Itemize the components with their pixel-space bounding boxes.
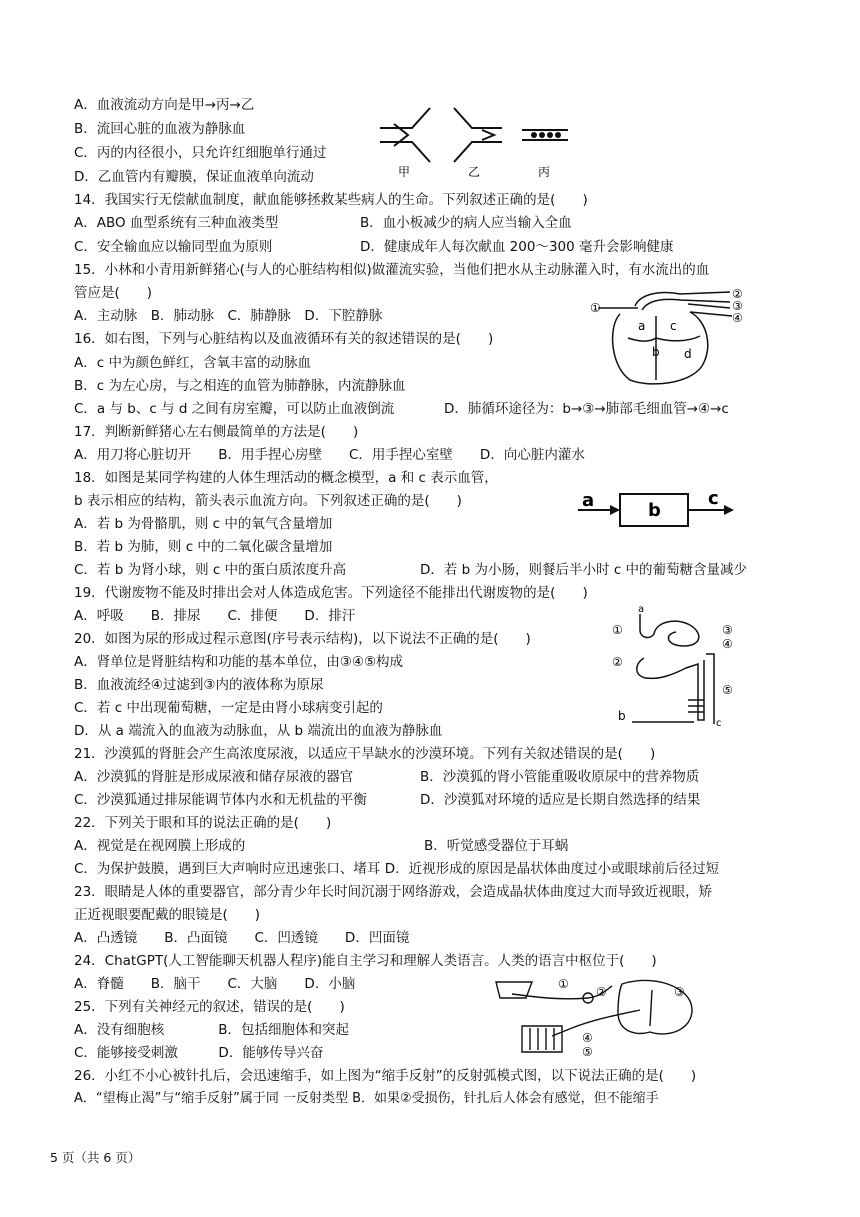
q24-stem: 24．ChatGPT(人工智能聊天机器人程序)能自主学习和理解人类语言。人类的语言中枢位于( ) <box>74 953 657 969</box>
q13-option-d: D．乙血管内有瓣膜，保证血液单向流动 <box>74 169 314 185</box>
q16-option-d: D．肺循环途径为：b→③→肺部毛细血管→④→c <box>444 401 729 417</box>
heart-label-3: ③ <box>732 299 743 313</box>
nephron-label-4: ④ <box>722 637 733 651</box>
q21-option-d: D．沙漠狐对环境的适应是长期自然选择的结果 <box>420 792 701 808</box>
q17-stem: 17．判断新鲜猪心左右侧最简单的方法是( ) <box>74 424 359 440</box>
q22-options-cd: C．为保护鼓膜，遇到巨大声响时应迅速张口、堵耳 D．近视形成的原因是晶状体曲度过小或眼球前后径过短 <box>74 861 720 877</box>
nephron-label-a: a <box>638 604 645 615</box>
q14-stem: 14．我国实行无偿献血制度，献血能够拯救某些病人的生命。下列叙述正确的是( ) <box>74 192 588 208</box>
reflex-label-1: ① <box>558 977 569 991</box>
q18-option-a: A．若 b 为骨骼肌，则 c 中的氧气含量增加 <box>74 516 333 532</box>
q18-option-c: C．若 b 为肾小球，则 c 中的蛋白质浓度升高 <box>74 562 347 578</box>
q25-stem: 25．下列有关神经元的叙述，错误的是( ) <box>74 999 345 1015</box>
nephron-label-c: c <box>716 718 722 728</box>
q22-option-b: B．听觉感受器位于耳蜗 <box>424 838 569 854</box>
q14-option-d: D．健康成年人每次献血 200～300 毫升会影响健康 <box>360 239 674 255</box>
q15-options: A．主动脉 B．肺动脉 C．肺静脉 D．下腔静脉 <box>74 308 383 324</box>
nephron-label-5: ⑤ <box>722 683 733 697</box>
q15-stem: 15．小林和小青用新鲜猪心(与人的心脏结构相似)做灌流实验，当他们把水从主动脉灌入时，有水流出的血 <box>74 262 710 278</box>
q25-options-ab: A．没有细胞核 B．包括细胞体和突起 <box>74 1022 349 1038</box>
q14-option-a: A．ABO 血型系统有三种血液类型 <box>74 215 279 231</box>
heart-label-1: ① <box>590 301 601 315</box>
q21-option-b: B．沙漠狐的肾小管能重吸收原尿中的营养物质 <box>420 769 700 785</box>
q20-option-d: D．从 a 端流入的血液为动脉血，从 b 端流出的血液为静脉血 <box>74 723 443 739</box>
q22-option-a: A．视觉是在视网膜上形成的 <box>74 838 246 854</box>
q20-option-c: C．若 c 中出现葡萄糖，一定是由肾小球病变引起的 <box>74 700 383 716</box>
nephron-label-b: b <box>618 709 626 723</box>
q20-option-a: A．肾单位是肾脏结构和功能的基本单位，由③④⑤构成 <box>74 654 404 670</box>
q13-option-c: C．丙的内径很小，只允许红细胞单行通过 <box>74 145 327 161</box>
label-bing: 丙 <box>538 165 551 179</box>
q18-stem-cont: b 表示相应的结构，箭头表示血流方向。下列叙述正确的是( ) <box>74 493 462 509</box>
nephron-figure <box>604 604 754 728</box>
q20-option-b: B．血液流经④过滤到③内的液体称为原尿 <box>74 677 324 693</box>
q26-stem: 26．小红不小心被针扎后，会迅速缩手，如上图为“缩手反射”的反射弧模式图，以下说法正确的是( ) <box>74 1068 697 1084</box>
q26-options-ab: A．“望梅止渴”与“缩手反射”属于同 一反射类型 B．如果②受损伤，针扎后人体会有感觉，但不能缩手 <box>74 1091 659 1106</box>
q20-stem: 20．如图为尿的形成过程示意图(序号表示结构)，以下说法不正确的是( ) <box>74 631 531 647</box>
reflex-label-5: ⑤ <box>582 1045 593 1059</box>
q17-options: A．用刀将心脏切开 B．用手捏心房壁 C．用手捏心室壁 D．向心脏内灌水 <box>74 447 585 463</box>
heart-label-d: d <box>684 347 692 361</box>
heart-label-4: ④ <box>732 311 743 325</box>
q18-option-d: D．若 b 为小肠，则餐后半小时 c 中的葡萄糖含量减少 <box>420 562 748 578</box>
q19-options: A．呼吸 B．排尿 C．排便 D．排汗 <box>74 608 356 624</box>
model-label-a: a <box>582 490 595 511</box>
concept-model-figure <box>574 484 770 532</box>
heart-label-2: ② <box>732 287 743 301</box>
nephron-label-2: ② <box>612 655 623 669</box>
blood-vessel-figure <box>372 100 582 180</box>
q22-stem: 22．下列关于眼和耳的说法正确的是( ) <box>74 815 332 831</box>
q16-option-c: C．a 与 b、c 与 d 之间有房室瓣，可以防止血液倒流 <box>74 401 395 417</box>
heart-label-b: b <box>652 345 660 359</box>
q14-option-c: C．安全输血应以输同型血为原则 <box>74 239 273 255</box>
q24-options: A．脊髓 B．脑干 C．大脑 D．小脑 <box>74 976 356 992</box>
nephron-label-1: ① <box>612 623 623 637</box>
q18-stem: 18．如图是某同学构建的人体生理活动的概念模型，a 和 c 表示血管， <box>74 470 498 486</box>
reflex-label-2: ② <box>596 985 607 999</box>
q23-stem: 23．眼睛是人体的重要器官，部分青少年长时间沉溺于网络游戏，会造成晶状体曲度过大而导致近视眼，矫 <box>74 884 713 900</box>
heart-label-a: a <box>638 319 646 333</box>
q13-option-b: B．流回心脏的血液为静脉血 <box>74 121 246 137</box>
nephron-label-3: ③ <box>722 623 733 637</box>
q14-option-b: B．血小板减少的病人应当输入全血 <box>360 215 572 231</box>
reflex-label-3: ③ <box>674 985 685 999</box>
heart-figure <box>580 286 760 392</box>
page-footer: 5 页（共 6 页） <box>50 1150 141 1165</box>
label-jia: 甲 <box>398 165 411 179</box>
q16-option-a: A．c 中为颜色鲜红，含氧丰富的动脉血 <box>74 355 311 371</box>
q16-stem: 16．如右图，下列与心脏结构以及血液循环有关的叙述错误的是( ) <box>74 331 494 347</box>
q21-option-a: A．沙漠狐的肾脏是形成尿液和储存尿液的器官 <box>74 769 354 785</box>
heart-label-c: c <box>670 319 677 333</box>
q23-stem-cont: 正近视眼要配戴的眼镜是( ) <box>74 907 261 923</box>
q15-stem-cont: 管应是( ) <box>74 285 153 301</box>
q25-options-cd: C．能够接受刺激 D．能够传导兴奋 <box>74 1045 324 1061</box>
reflex-label-4: ④ <box>582 1031 593 1045</box>
model-label-b: b <box>648 500 661 521</box>
q19-stem: 19．代谢废物不能及时排出会对人体造成危害。下列途径不能排出代谢废物的是( ) <box>74 585 588 601</box>
q21-stem: 21．沙漠狐的肾脏会产生高浓度尿液，以适应干旱缺水的沙漠环境。下列有关叙述错误的是( ) <box>74 746 656 762</box>
q13-option-a: A．血液流动方向是甲→丙→乙 <box>74 97 255 113</box>
q23-options: A．凸透镜 B．凸面镜 C．凹透镜 D．凹面镜 <box>74 930 410 946</box>
reflex-arc-figure <box>492 976 698 1064</box>
q16-option-b: B．c 为左心房，与之相连的血管为肺静脉，内流静脉血 <box>74 378 406 394</box>
q21-option-c: C．沙漠狐通过排尿能调节体内水和无机盐的平衡 <box>74 792 367 808</box>
model-label-c: c <box>708 488 719 509</box>
label-yi: 乙 <box>468 165 481 179</box>
q18-option-b: B．若 b 为肺，则 c 中的二氧化碳含量增加 <box>74 539 333 555</box>
